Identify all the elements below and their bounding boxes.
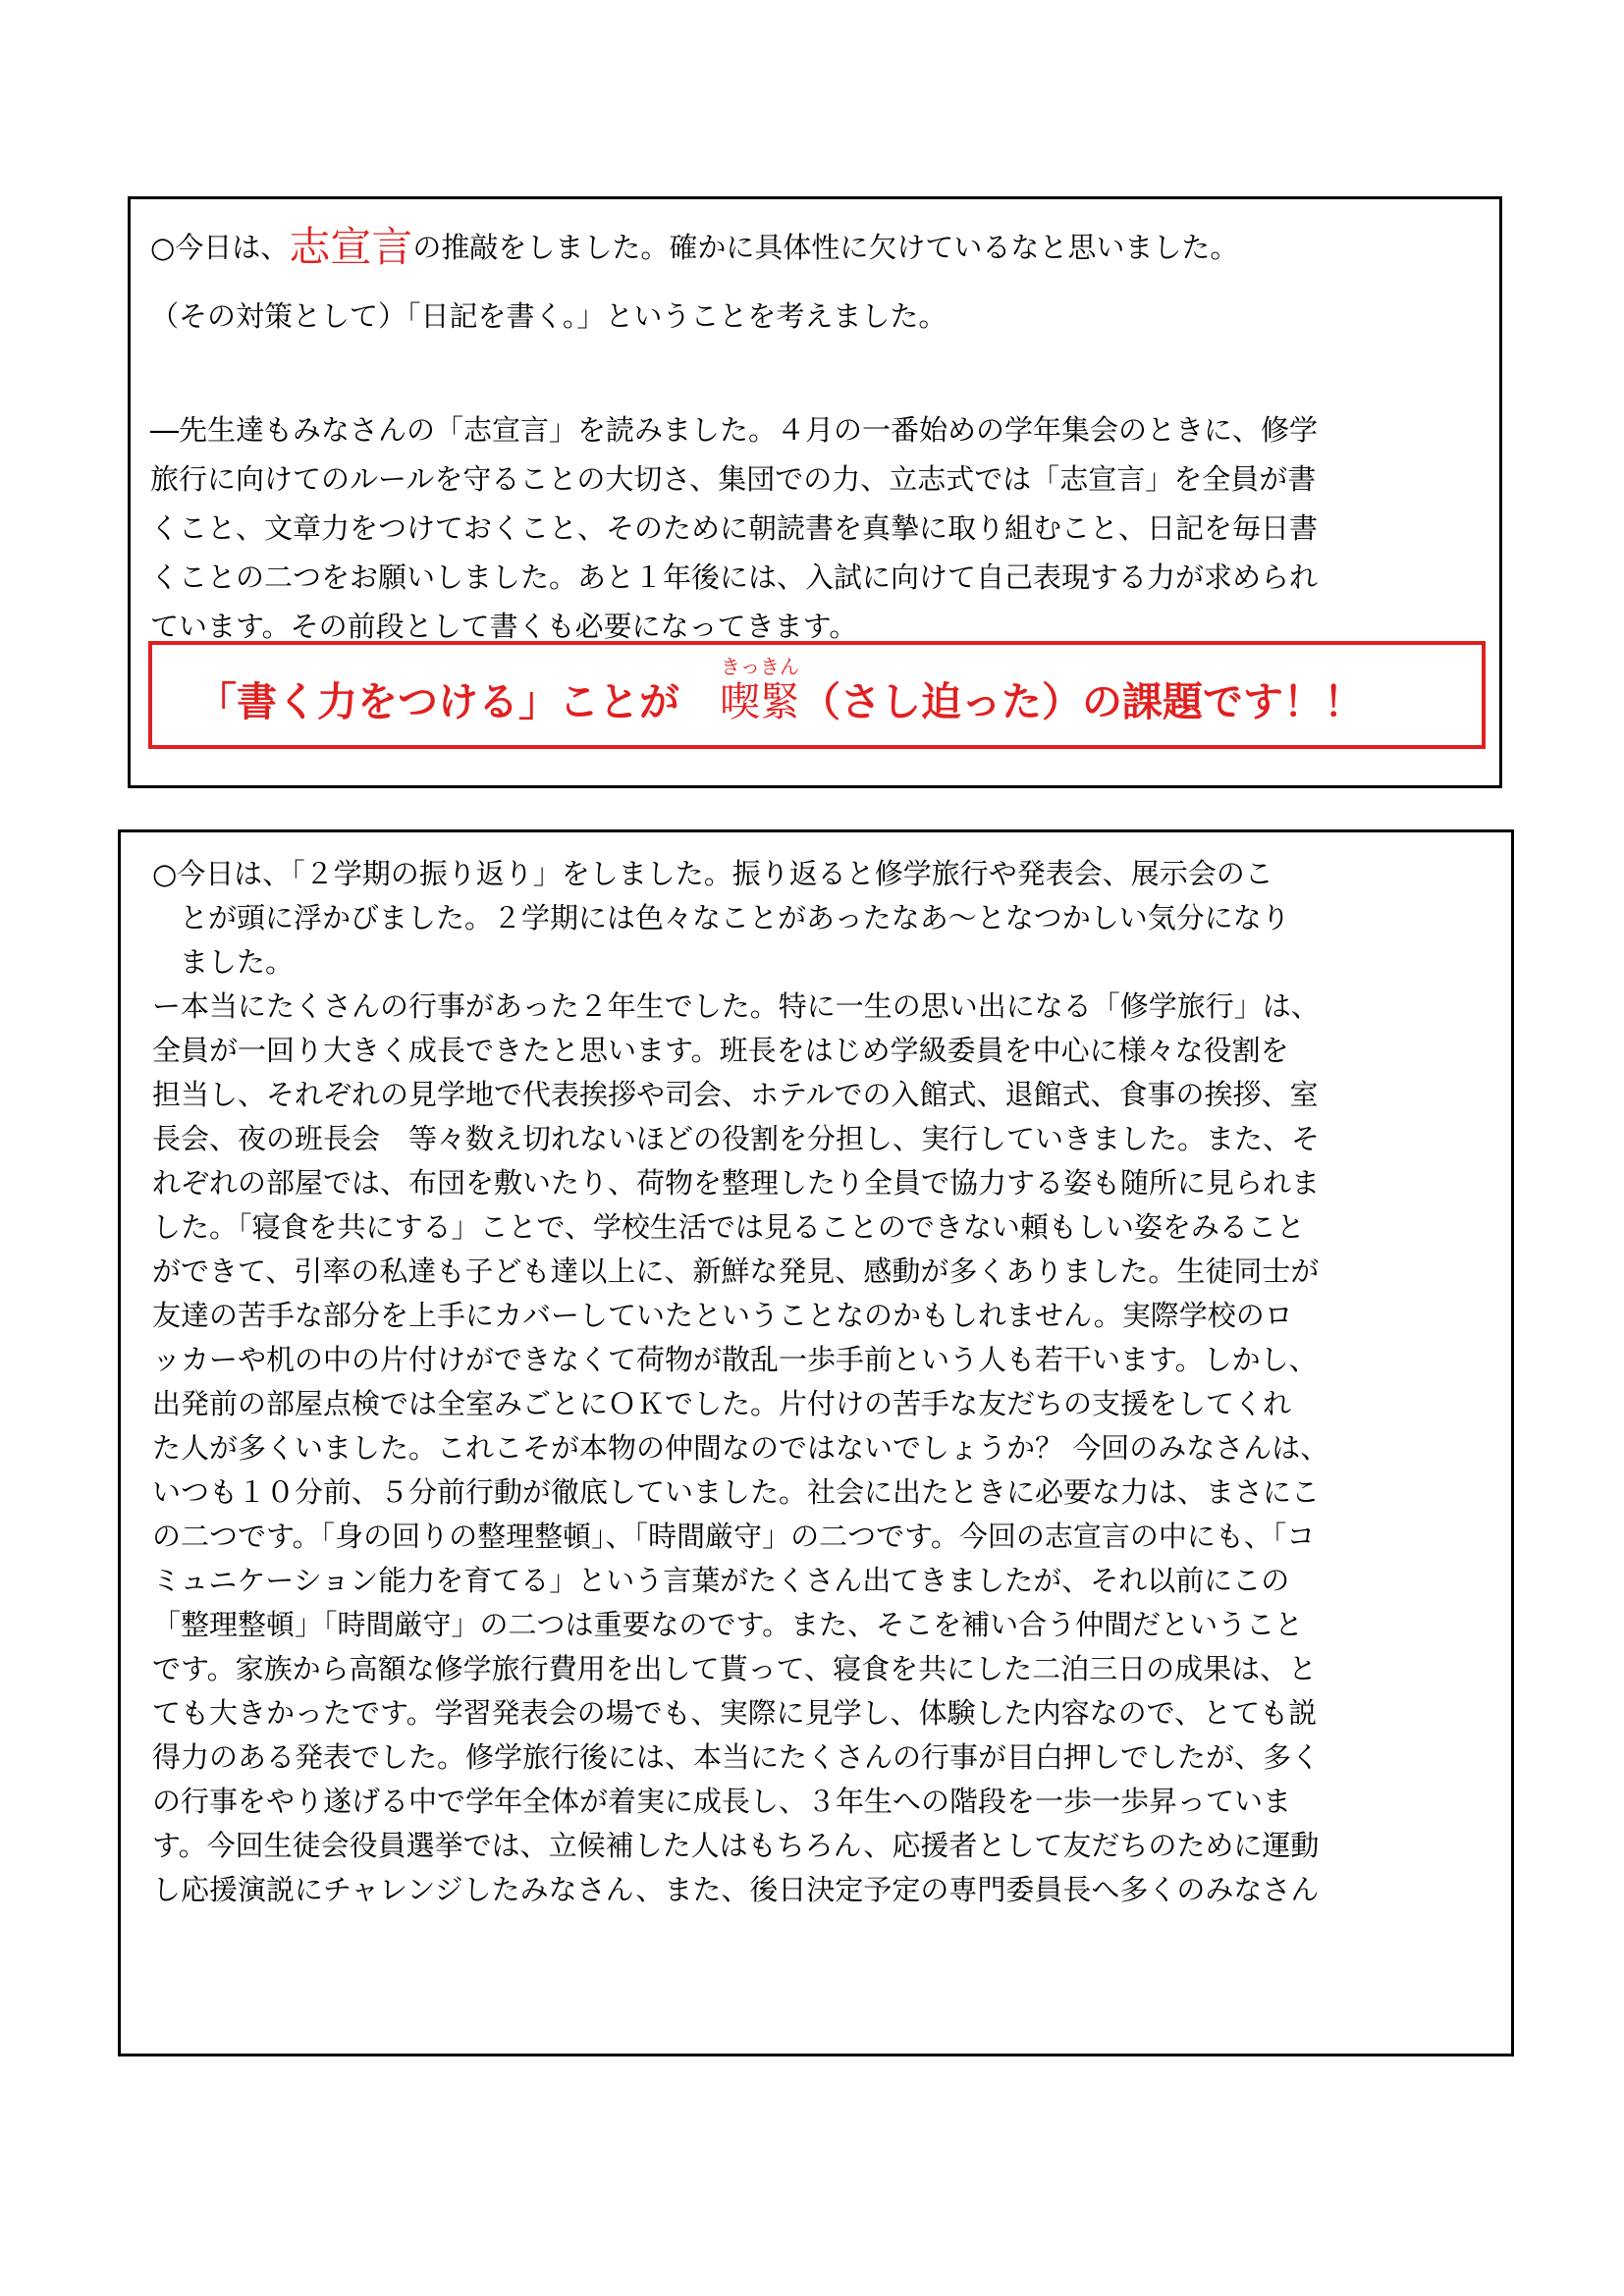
box2-body-line: 長会、夜の班長会 等々数え切れないほどの役割を分担し、実行していきました。また、そ (152, 1122, 1321, 1155)
box2-body-line: 出発前の部屋点検では全室みごとにＯＫでした。片付けの苦手な友だちの支援をしてくれ (152, 1387, 1292, 1420)
box2-body-line: 全員が一回り大きく成長できたと思います。班長をはじめ学級委員を中心に様々な役割を (152, 1034, 1289, 1067)
kokorozashi-sengen-highlight: 志宣言 (289, 223, 413, 271)
box2-body-line: し応援演説にチャレンジしたみなさん、また、後日決定予定の専門委員長へ多くのみなさん (152, 1873, 1320, 1906)
box2-body-line: た人が多くいました。これこそが本物の仲間なのではないでしょうか？ 今回のみなさんは、 (152, 1431, 1329, 1465)
box1-line-1 (150, 223, 1239, 271)
box2-paragraph (152, 852, 1497, 1912)
box2-body-line: の二つです。「身の回りの整理整頓」、「時間厳守」の二つです。今回の志宣言の中にも、「コ (152, 1520, 1316, 1553)
callout-box (148, 641, 1486, 749)
box2-body-line: ても大きかったです。学習発表会の場でも、実際に見学し、体験した内容なので、とても説 (152, 1696, 1318, 1730)
box1-line1-suffix: の推敲をしました。確かに具体性に欠けているなと思いました。 (412, 231, 1239, 264)
callout-after: （さし迫った）の課題です！！ (800, 678, 1364, 725)
box1-line1-prefix: ○今日は、 (150, 231, 290, 264)
box2-intro-line: ○今日は、「２学期の振り返り」をしました。振り返ると修学旅行や発表会、展示会のこ (152, 857, 1273, 890)
box2-body-line: ー本当にたくさんの行事があった２年生でした。特に一生の思い出になる「修学旅行」は、 (152, 989, 1320, 1023)
box1-paragraph-line: ています。その前段として書くも必要になってきます。 (150, 610, 858, 643)
box1-paragraph-line: くことの二つをお願いしました。あと１年後には、入試に向けて自己表現する力が求められ (150, 561, 1319, 594)
callout-before: 「書く力をつける」ことが (196, 678, 720, 725)
callout-ruby (720, 655, 800, 725)
reflection-box-1 (128, 196, 1502, 788)
box2-intro-line: とが頭に浮かびました。２学期には色々なことがあったなあ～となつかしい気分になり (180, 901, 1290, 934)
box1-paragraph-line: くこと、文章力をつけておくこと、そのために朝読書を真摯に取り組むこと、日記を毎日書 (150, 511, 1319, 545)
box2-body-line: ミュニケーション能力を育てる」という言葉がたくさん出てきましたが、それ以前にこの (152, 1564, 1290, 1597)
box1-paragraph (150, 405, 1490, 651)
box2-body-line: 得力のある発表でした。修学旅行後には、本当にたくさんの行事が目白押しでしたが、多く (152, 1740, 1321, 1774)
box2-intro-line: ました。 (180, 945, 295, 979)
callout-text (196, 655, 1364, 725)
ruby-reading: きっきん (721, 655, 799, 678)
box2-body-line: す。今回生徒会役員選挙では、立候補した人はもちろん、応援者として友だちのために運動 (152, 1829, 1320, 1862)
box2-body-line: した。「寝食を共にする」ことで、学校生活では見ることのできない頼もしい姿をみること (152, 1210, 1305, 1244)
box2-body-line: ッカーや机の中の片付けができなくて荷物が散乱一歩手前という人も若干います。しかし、 (152, 1343, 1318, 1376)
box2-body-line: ができて、引率の私達も子ども達以上に、新鮮な発見、感動が多くありました。生徒同士が (152, 1255, 1320, 1288)
box2-body-line: 「整理整頓」「時間厳守」の二つは重要なのです。また、そこを補い合う仲間だということ (152, 1608, 1304, 1641)
box2-body-line: です。家族から高額な修学旅行費用を出して貰って、寝食を共にした二泊三日の成果は、と (152, 1652, 1318, 1685)
box2-body-line: 友達の苦手な部分を上手にカバーしていたということなのかもしれません。実際学校のロ (152, 1299, 1293, 1332)
reflection-box-2 (118, 829, 1514, 2056)
ruby-base: 喫緊 (720, 678, 800, 725)
box1-paragraph-line: 旅行に向けてのルールを守ることの大切さ、集団での力、立志式では「志宣言」を全員が書 (150, 462, 1317, 496)
box1-line-2: （その対策として）「日記を書く。」ということを考えました。 (150, 299, 947, 333)
box2-body-line: れぞれの部屋では、布団を敷いたり、荷物を整理したり全員で協力する姿も随所に見られま (152, 1166, 1321, 1200)
box2-body-line: いつも１０分前、５分前行動が徹底していました。社会に出たときに必要な力は、まさにこ (152, 1475, 1321, 1509)
box2-body-line: の行事をやり遂げる中で学年全体が着実に成長し、３年生への階段を一歩一歩昇っていま (152, 1785, 1292, 1818)
box1-paragraph-line: ―先生達もみなさんの「志宣言」を読みました。４月の一番始めの学年集会のときに、修学 (150, 413, 1319, 447)
box2-body-line: 担当し、それぞれの見学地で代表挨拶や司会、ホテルでの入館式、退館式、食事の挨拶、室 (152, 1078, 1319, 1111)
